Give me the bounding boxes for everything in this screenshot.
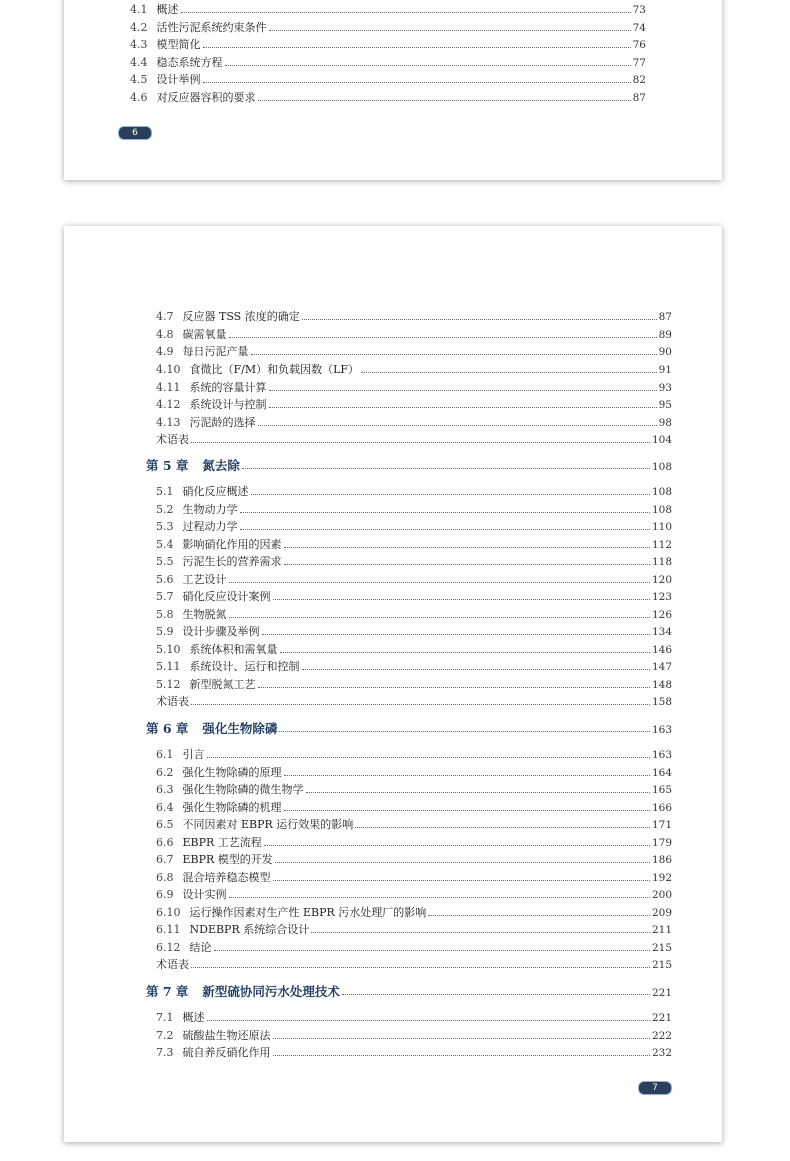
toc-entry-title: 强化生物除磷的微生物学 <box>182 783 304 796</box>
dot-leader <box>355 827 650 828</box>
toc-entry-page: 120 <box>651 574 672 586</box>
toc-entry-row[interactable] <box>156 590 672 604</box>
toc-entry-page: 179 <box>651 837 672 849</box>
dot-leader <box>302 319 657 320</box>
toc-entry-row[interactable] <box>156 748 672 762</box>
dot-leader <box>311 932 650 933</box>
toc-entry-row[interactable] <box>156 503 672 517</box>
toc-entry-page: 147 <box>651 661 672 673</box>
toc-entry-number: 4.7 <box>156 310 174 323</box>
toc-entry-row[interactable] <box>156 625 672 639</box>
toc-entry-title: 生物动力学 <box>182 503 238 516</box>
toc-entry-title: 系统体积和需氧量 <box>189 643 278 656</box>
toc-entry-title: 术语表 <box>156 958 189 971</box>
toc-entry-row[interactable] <box>156 906 672 920</box>
toc-entry-title: 不同因素对 EBPR 运行效果的影响 <box>182 818 354 831</box>
toc-entry-row[interactable] <box>130 38 646 52</box>
toc-entry-number: 4.12 <box>156 398 181 411</box>
dot-leader <box>302 669 650 670</box>
toc-entry-row[interactable] <box>156 818 672 832</box>
toc-entry-page: 118 <box>651 556 672 568</box>
toc-entry-title: 反应器 TSS 浓度的确定 <box>182 310 300 323</box>
toc-entry-row[interactable] <box>156 783 672 797</box>
toc-entry-row[interactable] <box>156 923 672 937</box>
toc-entry-page: 186 <box>651 854 672 866</box>
toc-entry-title: 引言 <box>182 748 205 761</box>
toc-entry-title: 强化生物除磷 <box>202 721 278 736</box>
toc-entry-page: 104 <box>651 434 672 446</box>
toc-entry-number: 4.4 <box>130 56 148 69</box>
toc-entry-title: 模型简化 <box>156 38 201 51</box>
toc-entry-page: 163 <box>651 749 672 761</box>
toc-entry-page: 165 <box>651 784 672 796</box>
toc-entry-row[interactable] <box>156 363 672 377</box>
dot-leader <box>207 1020 650 1021</box>
dot-leader <box>284 547 650 548</box>
toc-chapter-row[interactable] <box>146 722 672 737</box>
toc-entry-page: 232 <box>651 1047 672 1059</box>
toc-entry-row[interactable] <box>156 871 672 885</box>
toc-entry-title: 新型硫协同污水处理技术 <box>202 984 340 999</box>
toc-entry-row[interactable] <box>156 608 672 622</box>
toc-entry-row[interactable] <box>130 21 646 35</box>
toc-entry-row[interactable] <box>156 381 672 395</box>
toc-entry-title: 概述 <box>156 3 179 16</box>
toc-entry-row[interactable] <box>156 801 672 815</box>
toc-entry-page: 146 <box>651 644 672 656</box>
toc-entry-title: 运行操作因素对生产性 EBPR 污水处理厂的影响 <box>189 906 427 919</box>
toc-entry-page: 77 <box>632 57 646 69</box>
dot-leader <box>203 82 631 83</box>
dot-leader <box>284 564 650 565</box>
toc-entry-number: 6.6 <box>156 836 174 849</box>
dot-leader <box>280 652 650 653</box>
dot-leader <box>251 354 657 355</box>
toc-entry-row[interactable] <box>156 695 672 709</box>
toc-entry-title: 术语表 <box>156 695 189 708</box>
toc-entry-number: 6.9 <box>156 888 174 901</box>
toc-entry-title: NDEBPR 系统综合设计 <box>189 923 310 936</box>
toc-entry-row[interactable] <box>156 941 672 955</box>
toc-entry-title: 混合培养稳态模型 <box>182 871 271 884</box>
toc-entry-page: 76 <box>632 39 646 51</box>
toc-entry-page: 90 <box>658 346 672 358</box>
toc-entry-row[interactable] <box>156 1011 672 1025</box>
toc-entry-page: 192 <box>651 872 672 884</box>
toc-entry-number: 5.8 <box>156 608 174 621</box>
toc-entry-title: EBPR 模型的开发 <box>182 853 273 866</box>
dot-leader <box>191 442 650 443</box>
toc-entry-number: 7.1 <box>156 1011 174 1024</box>
toc-entry-title: 每日污泥产量 <box>182 345 249 358</box>
toc-entry-title: 术语表 <box>156 433 189 446</box>
toc-entry-page: 222 <box>651 1030 672 1042</box>
toc-entry-number: 7.2 <box>156 1029 174 1042</box>
dot-leader <box>225 65 631 66</box>
toc-entry-page: 108 <box>651 504 672 516</box>
toc-entry-number: 4.11 <box>156 381 181 394</box>
toc-entry-page: 98 <box>658 417 672 429</box>
dot-leader <box>284 775 650 776</box>
toc-entry-number: 5.2 <box>156 503 174 516</box>
dot-leader <box>191 967 650 968</box>
toc-entry-title: 污泥生长的营养需求 <box>182 555 282 568</box>
dot-leader <box>342 994 650 995</box>
toc-entry-title: 系统设计、运行和控制 <box>189 660 300 673</box>
dot-leader <box>306 792 650 793</box>
dot-leader <box>273 599 650 600</box>
toc-entry-number: 6.8 <box>156 871 174 884</box>
toc-entry-row[interactable] <box>130 3 646 17</box>
dot-leader <box>258 100 631 101</box>
dot-leader <box>251 494 650 495</box>
dot-leader <box>181 12 631 13</box>
toc-entry-title: 对反应器容积的要求 <box>156 91 256 104</box>
toc-entry-title: 硝化反应概述 <box>182 485 249 498</box>
toc-entry-page: 215 <box>651 959 672 971</box>
toc-entry-row[interactable] <box>130 56 646 70</box>
toc-entry-title: 强化生物除磷的机理 <box>182 801 282 814</box>
toc-entry-title: 活性污泥系统约束条件 <box>156 21 267 34</box>
toc-entry-row[interactable] <box>156 310 672 324</box>
toc-entry-row[interactable] <box>156 1046 672 1060</box>
toc-entry-title: 强化生物除磷的原理 <box>182 766 282 779</box>
toc-entry-page: 171 <box>651 819 672 831</box>
toc-entry-page: 108 <box>651 486 672 498</box>
toc-page-left <box>64 0 722 180</box>
toc-entry-title: 系统设计与控制 <box>189 398 267 411</box>
dot-leader <box>191 704 650 705</box>
dot-leader <box>207 757 650 758</box>
toc-entry-row[interactable] <box>156 573 672 587</box>
toc-entry-page: 108 <box>651 461 672 473</box>
toc-entry-number: 4.8 <box>156 328 174 341</box>
dot-leader <box>275 862 650 863</box>
dot-leader <box>214 950 650 951</box>
toc-entry-row[interactable] <box>156 1029 672 1043</box>
toc-entry-number: 4.6 <box>130 91 148 104</box>
toc-entry-number: 5.5 <box>156 555 174 568</box>
toc-entry-number: 4.10 <box>156 363 181 376</box>
toc-entry-number: 6.3 <box>156 783 174 796</box>
toc-entry-page: 87 <box>658 311 672 323</box>
toc-entry-row[interactable] <box>156 678 672 692</box>
toc-entry-row[interactable] <box>156 853 672 867</box>
dot-leader <box>269 30 631 31</box>
toc-entry-page: 82 <box>632 74 646 86</box>
toc-entry-number: 6.4 <box>156 801 174 814</box>
toc-entry-title: 新型脱氮工艺 <box>189 678 256 691</box>
toc-entry-row[interactable] <box>156 398 672 412</box>
dot-leader <box>229 617 650 618</box>
toc-entry-row[interactable] <box>130 73 646 87</box>
toc-entry-row[interactable] <box>156 520 672 534</box>
toc-entry-page: 112 <box>651 539 672 551</box>
toc-entry-title: 硫自养反硝化作用 <box>182 1046 271 1059</box>
toc-entry-title: 污泥龄的选择 <box>189 416 256 429</box>
toc-entry-page: 73 <box>632 4 646 16</box>
toc-entry-page: 134 <box>651 626 672 638</box>
toc-chapter-row[interactable] <box>146 985 672 1000</box>
dot-leader <box>428 915 650 916</box>
dot-leader <box>361 372 657 373</box>
dot-leader <box>229 337 657 338</box>
dot-leader <box>273 880 650 881</box>
toc-entry-page: 158 <box>651 696 672 708</box>
toc-entry-page: 74 <box>632 22 646 34</box>
toc-entry-page: 93 <box>658 382 672 394</box>
toc-entry-page: 221 <box>651 1012 672 1024</box>
dot-leader <box>258 687 650 688</box>
toc-entry-number: 6.7 <box>156 853 174 866</box>
toc-entry-title: 结论 <box>189 941 212 954</box>
toc-entry-number: 6.2 <box>156 766 174 779</box>
toc-entry-number: 5.11 <box>156 660 181 673</box>
page-number-badge: 6 <box>118 126 152 140</box>
dot-leader <box>284 810 650 811</box>
toc-entry-title: 设计举例 <box>156 73 201 86</box>
toc-entry-page: 166 <box>651 802 672 814</box>
toc-entry-title: EBPR 工艺流程 <box>182 836 262 849</box>
toc-chapter-row[interactable] <box>146 459 672 474</box>
page-number-badge: 7 <box>638 1081 672 1095</box>
toc-entry-row[interactable] <box>156 433 672 447</box>
toc-entry-title: 系统的容量计算 <box>189 381 267 394</box>
toc-entry-page: 123 <box>651 591 672 603</box>
toc-entry-number: 4.5 <box>130 73 148 86</box>
dot-leader <box>240 529 650 530</box>
toc-entry-page: 95 <box>658 399 672 411</box>
toc-entry-number: 4.13 <box>156 416 181 429</box>
toc-entry-number: 5.3 <box>156 520 174 533</box>
toc-entry-page: 221 <box>651 987 672 999</box>
toc-entry-row[interactable] <box>156 958 672 972</box>
toc-entry-number: 6.11 <box>156 923 181 936</box>
toc-entry-page: 91 <box>658 364 672 376</box>
dot-leader <box>258 425 657 426</box>
dot-leader <box>264 845 650 846</box>
toc-entry-page: 211 <box>651 924 672 936</box>
dot-leader <box>240 512 650 513</box>
toc-entry-title: 概述 <box>182 1011 205 1024</box>
toc-entry-row[interactable] <box>130 91 646 105</box>
toc-entry-row[interactable] <box>156 555 672 569</box>
toc-entry-row[interactable] <box>156 836 672 850</box>
toc-entry-number: 5.4 <box>156 538 174 551</box>
toc-entry-number: 5.1 <box>156 485 174 498</box>
dot-leader <box>229 582 650 583</box>
toc-entry-number: 4.9 <box>156 345 174 358</box>
toc-entry-number: 7.3 <box>156 1046 174 1059</box>
toc-entry-row[interactable] <box>156 766 672 780</box>
dot-leader <box>269 390 657 391</box>
toc-entry-page: 126 <box>651 609 672 621</box>
toc-entry-page: 209 <box>651 907 672 919</box>
toc-entry-title: 设计实例 <box>182 888 227 901</box>
toc-entry-number: 第 7 章 <box>146 984 189 999</box>
dot-leader <box>279 731 650 732</box>
toc-entry-page: 215 <box>651 942 672 954</box>
toc-entry-number: 5.9 <box>156 625 174 638</box>
toc-entry-row[interactable] <box>156 345 672 359</box>
dot-leader <box>262 634 650 635</box>
toc-entry-page: 110 <box>651 521 672 533</box>
toc-page-right <box>64 226 722 1142</box>
dot-leader <box>203 47 631 48</box>
toc-entry-number: 第 5 章 <box>146 458 189 473</box>
toc-entry-row[interactable] <box>156 416 672 430</box>
toc-entry-page: 164 <box>651 767 672 779</box>
toc-entry-row[interactable] <box>156 538 672 552</box>
toc-entry-number: 6.5 <box>156 818 174 831</box>
toc-entry-row[interactable] <box>156 485 672 499</box>
toc-entry-page: 89 <box>658 329 672 341</box>
dot-leader <box>242 468 650 469</box>
toc-entry-number: 6.10 <box>156 906 181 919</box>
dot-leader <box>269 407 657 408</box>
toc-entry-title: 影响硝化作用的因素 <box>182 538 282 551</box>
dot-leader <box>229 897 650 898</box>
toc-entry-number: 6.1 <box>156 748 174 761</box>
toc-entry-title: 稳态系统方程 <box>156 56 223 69</box>
toc-entry-title: 硝化反应设计案例 <box>182 590 271 603</box>
dot-leader <box>273 1055 650 1056</box>
toc-entry-row[interactable] <box>156 660 672 674</box>
toc-entry-number: 5.12 <box>156 678 181 691</box>
toc-entry-title: 工艺设计 <box>182 573 227 586</box>
toc-entry-number: 5.10 <box>156 643 181 656</box>
toc-entry-title: 碳需氧量 <box>182 328 227 341</box>
dot-leader <box>273 1038 650 1039</box>
toc-entry-title: 氮去除 <box>202 458 240 473</box>
toc-entry-title: 硫酸盐生物还原法 <box>182 1029 271 1042</box>
toc-entry-page: 87 <box>632 92 646 104</box>
toc-entry-title: 过程动力学 <box>182 520 238 533</box>
toc-entry-row[interactable] <box>156 643 672 657</box>
toc-entry-number: 5.6 <box>156 573 174 586</box>
toc-entry-title: 食微比（F/M）和负载因数（LF） <box>189 363 360 376</box>
toc-entry-number: 4.1 <box>130 3 148 16</box>
toc-entry-row[interactable] <box>156 888 672 902</box>
toc-entry-number: 5.7 <box>156 590 174 603</box>
toc-entry-row[interactable] <box>156 328 672 342</box>
toc-entry-number: 4.3 <box>130 38 148 51</box>
toc-entry-number: 4.2 <box>130 21 148 34</box>
toc-entry-page: 148 <box>651 679 672 691</box>
toc-entry-number: 6.12 <box>156 941 181 954</box>
toc-entry-page: 200 <box>651 889 672 901</box>
toc-entry-title: 设计步骤及举例 <box>182 625 260 638</box>
toc-entry-title: 生物脱氮 <box>182 608 227 621</box>
toc-entry-number: 第 6 章 <box>146 721 189 736</box>
toc-entry-page: 163 <box>651 724 672 736</box>
